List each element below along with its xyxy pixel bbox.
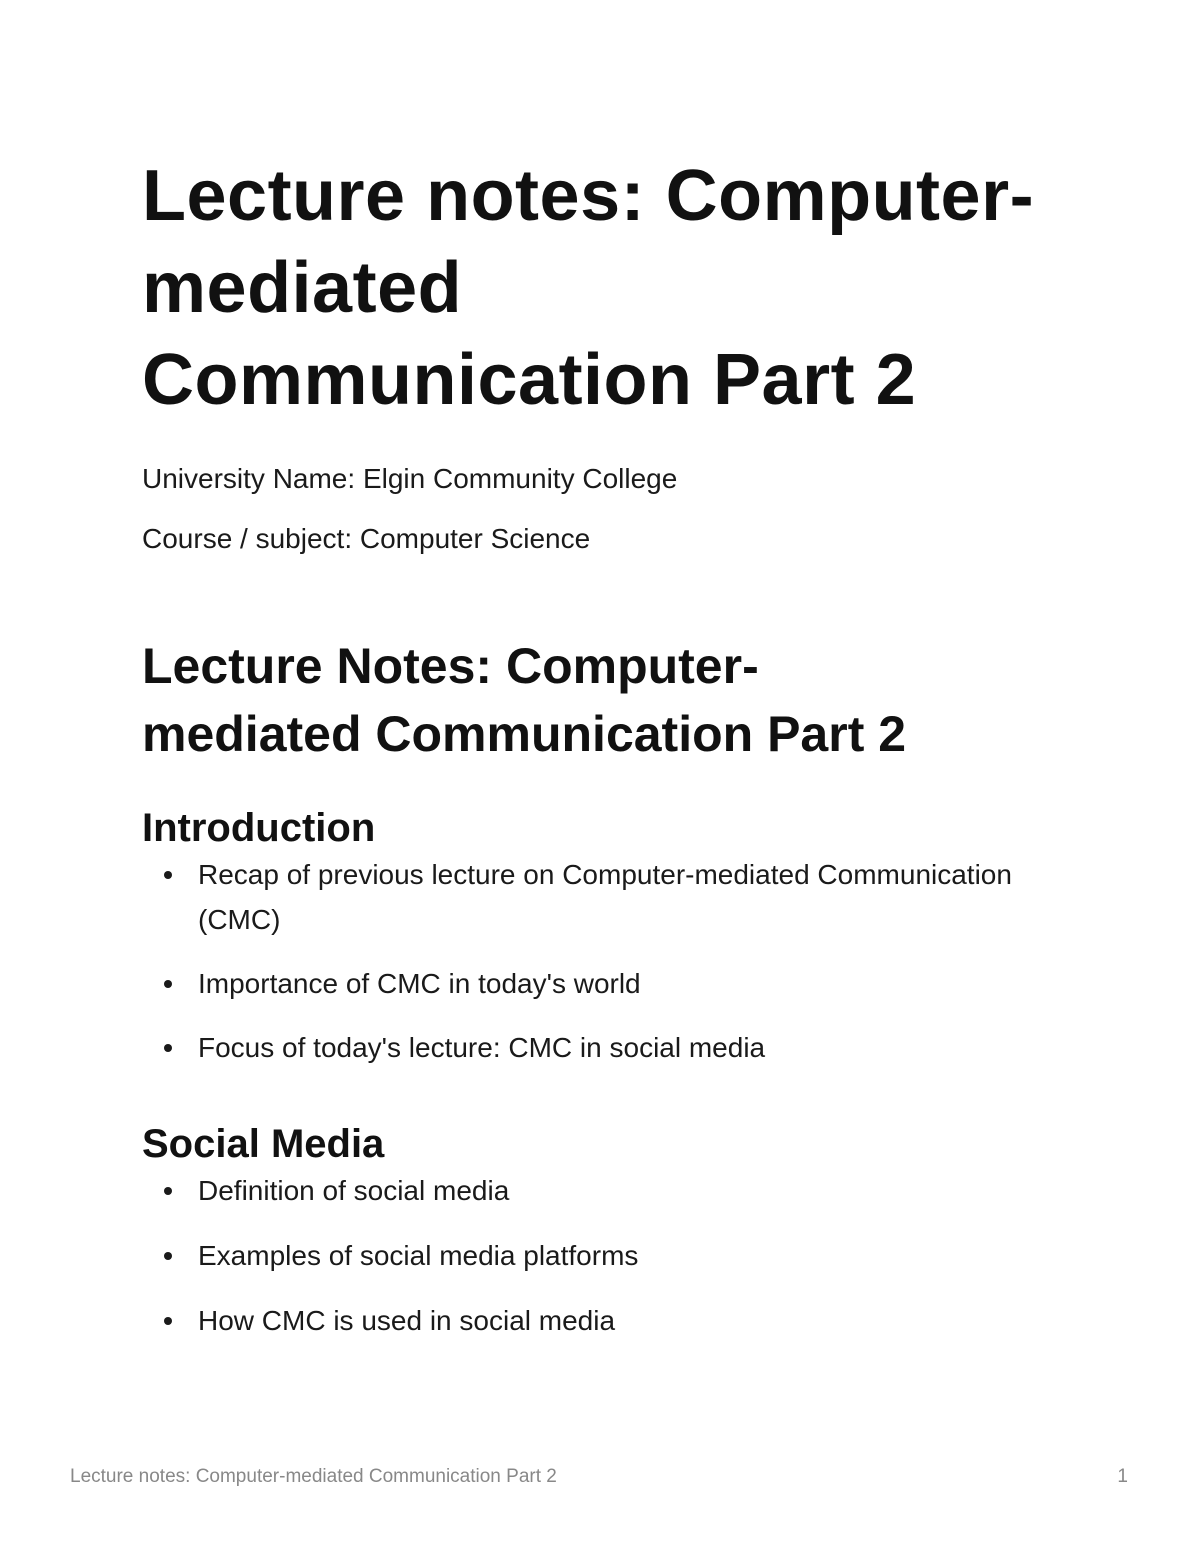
footer-title: Lecture notes: Computer-mediated Communication Part 2: [70, 1466, 557, 1487]
page-footer: [70, 1464, 1128, 1490]
list-item: Recap of previous lecture on Computer-mediated Communication (CMC): [142, 852, 1082, 942]
list-item: Examples of social media platforms: [142, 1233, 1082, 1278]
document-title-line-1: Lecture notes: Computer-: [142, 156, 1035, 236]
list-item: Definition of social media: [142, 1168, 1082, 1213]
lecture-heading: [142, 632, 1082, 768]
introduction-list: [142, 852, 1082, 1070]
university-name: University Name: Elgin Community College: [142, 463, 678, 494]
document-title-line-3: Communication Part 2: [142, 340, 917, 420]
page-content: [142, 150, 1082, 1343]
social-media-heading: Social Media: [142, 1122, 385, 1166]
page-number: 1: [1117, 1466, 1128, 1487]
list-item: How CMC is used in social media: [142, 1298, 1082, 1343]
lecture-heading-line-2: mediated Communication Part 2: [142, 706, 907, 762]
social-media-list: [142, 1168, 1082, 1343]
course-subject: Course / subject: Computer Science: [142, 523, 591, 554]
list-item: Focus of today's lecture: CMC in social media: [142, 1025, 1082, 1070]
introduction-heading: Introduction: [142, 806, 376, 850]
list-item: Importance of CMC in today's world: [142, 961, 1082, 1006]
lecture-heading-line-1: Lecture Notes: Computer-: [142, 638, 759, 694]
document-title: [142, 150, 1082, 426]
document-title-line-2: mediated: [142, 248, 463, 328]
